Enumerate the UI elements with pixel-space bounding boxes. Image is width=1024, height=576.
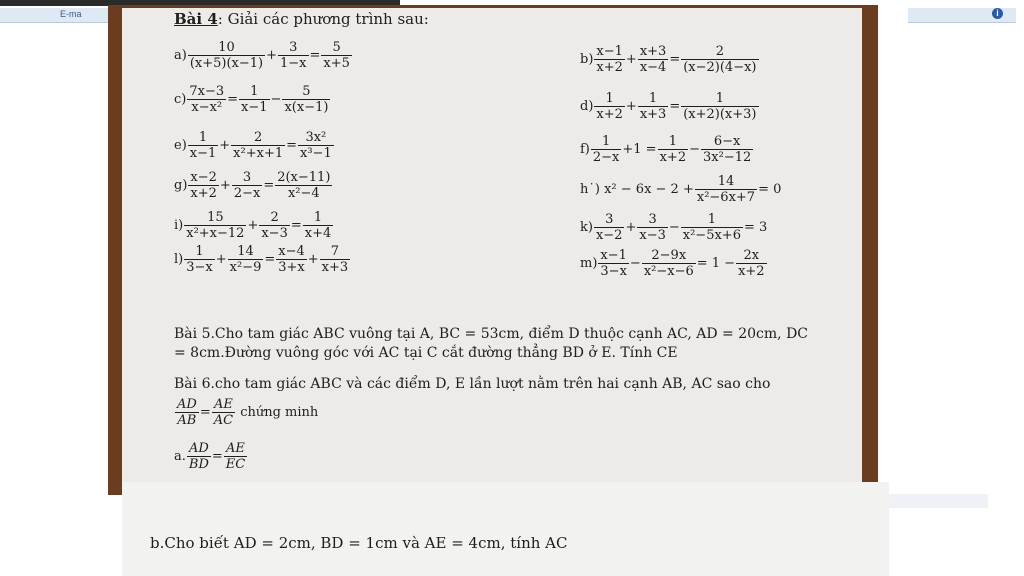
equation-e: e) $\frac{1}{x-1}$ + $\frac{2}{\text{x²+x+1}}$ = $\frac{\text{3x²}}{\text{x³−1}}$	[174, 130, 332, 161]
equation-b: b) $\frac{x-1}{x+2}$ + $\frac{x+3}{x-4}$ = $\frac{2}{(x-2)(4-x)}$	[580, 44, 757, 75]
exercise-4-title: Bài 4: Giải các phương trình sau:	[174, 10, 429, 28]
exercise-6-part-a: a. $\frac{AD}{BD}$ = $\frac{AE}{EC}$	[174, 441, 246, 472]
equation-i: i) $\frac{15}{\text{x²+x−12}}$ + $\frac{2}{x-3}$ = $\frac{1}{x+4}$	[174, 210, 332, 241]
equation-h: h˙) x² − 6x − 2 + $\frac{14}{\text{x²−6x+7}}$ = 0	[580, 174, 782, 205]
exercise-5-line-2: = 8cm.Đường vuông góc với AC tại C cắt đường thẳng BD ở E. Tính CE	[174, 345, 678, 361]
exercise-6-condition: $\frac{AD}{AB}$ = $\frac{AE}{AC}$ chứng minh	[177, 397, 319, 428]
equation-d: d) $\frac{1}{x+2}$ + $\frac{1}{x+3}$ = $\frac{1}{(x+2)(x+3)}$	[580, 91, 757, 122]
worksheet-photo	[108, 5, 878, 495]
equation-m: m) $\frac{x-1}{3-x}$ − $\frac{2-9x}{\text{x²−x−6}}$ = 1 − $\frac{2x}{x+2}$	[580, 248, 765, 279]
equation-a: a) $\frac{10}{(x+5)(x-1)}$ + $\frac{3}{1-x}$ = $\frac{5}{x+5}$	[174, 40, 350, 71]
email-label[interactable]: E-ma	[60, 9, 82, 19]
equation-l: l) $\frac{1}{3-x}$ + $\frac{14}{\text{x²−9}}$ = $\frac{x-4}{3+x}$ + $\frac{7}{x+3}$	[174, 244, 349, 275]
equation-c: c) $\frac{7x-3}{\text{x−x²}}$ = $\frac{1}{x-1}$ − $\frac{5}{x(x-1)}$	[174, 84, 329, 115]
equation-k: k) $\frac{3}{x-2}$ + $\frac{3}{x-3}$ − $\frac{1}{\text{x²−5x+6}}$ = 3	[580, 212, 768, 243]
equation-g: g) $\frac{x-2}{x+2}$ + $\frac{3}{2-x}$ = $\frac{2(x-11)}{\text{x²−4}}$	[174, 170, 331, 201]
toolbar-left	[0, 8, 108, 23]
equation-f: f) $\frac{1}{2-x}$ +1 = $\frac{1}{x+2}$ − $\frac{6-x}{\text{3x²−12}}$	[580, 134, 752, 165]
exercise-6-line-1: Bài 6.cho tam giác ABC và các điểm D, E lần lượt nằm trên hai cạnh AB, AC sao cho	[174, 376, 771, 392]
paper-sheet	[122, 8, 862, 486]
strip-right-edge	[880, 494, 988, 508]
info-icon[interactable]: i	[992, 8, 1003, 19]
exercise-6-part-b: b.Cho biết AD = 2cm, BD = 1cm và AE = 4cm, tính AC	[150, 534, 568, 552]
exercise-5-line-1: Bài 5.Cho tam giác ABC vuông tại A, BC = 53cm, điểm D thuộc cạnh AC, AD = 20cm, DC	[174, 326, 808, 342]
lower-photo-strip	[122, 482, 889, 576]
